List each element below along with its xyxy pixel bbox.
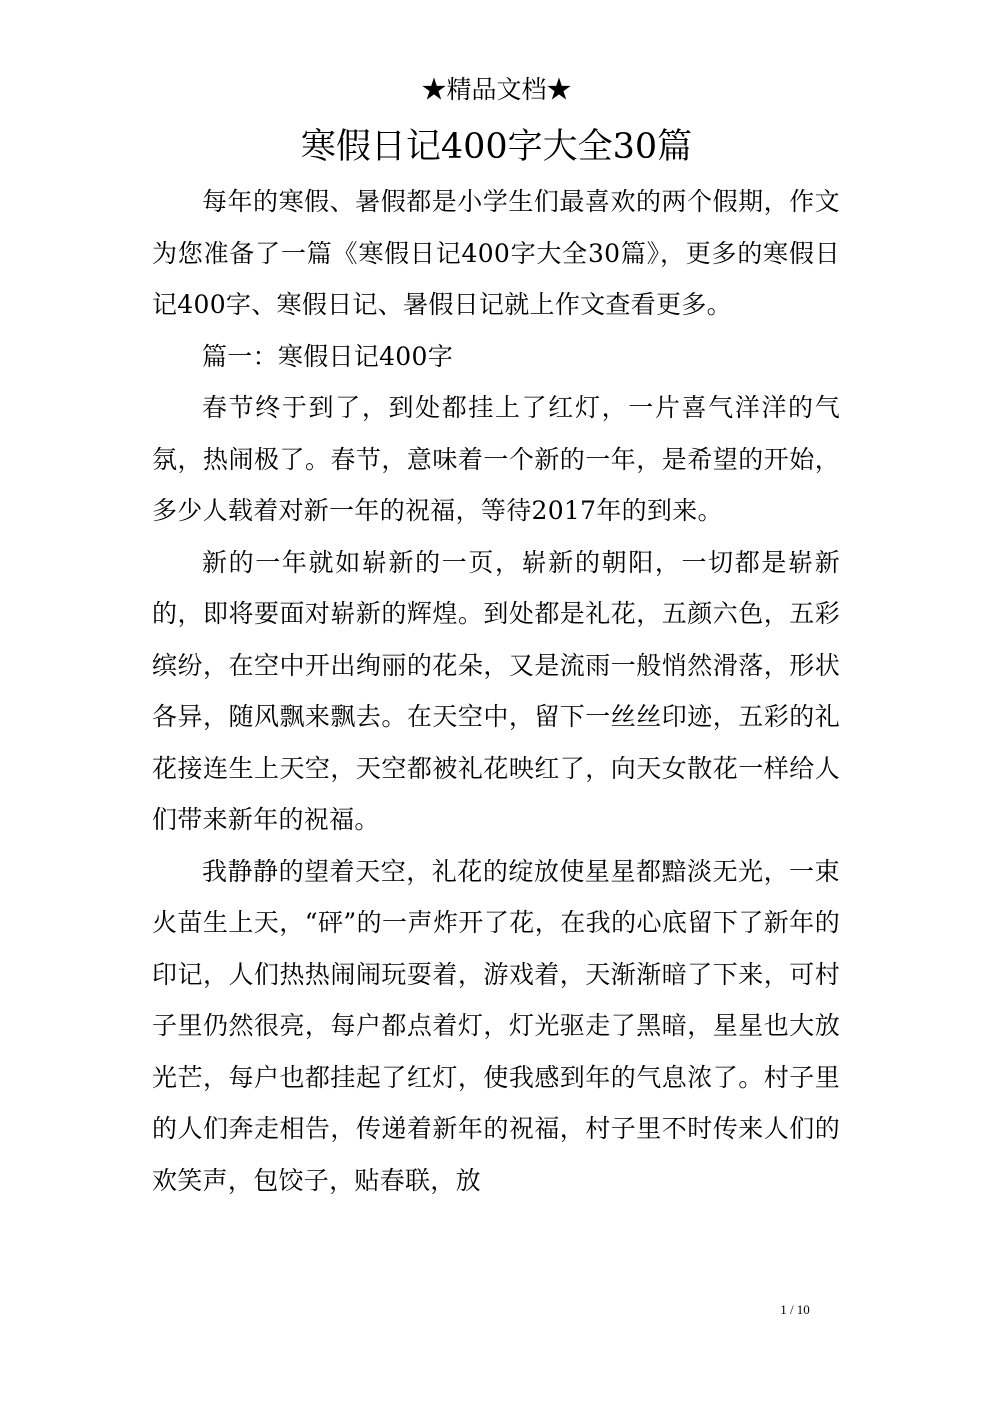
header-quality-mark: ★精品文档★ [421,75,572,104]
paragraph-body: 新的一年就如崭新的一页，崭新的朝阳，一切都是崭新的，即将要面对崭新的辉煌。到处都是礼花，五颜六色，五彩缤纷，在空中开出绚丽的花朵，又是流雨一般悄然滑落，形状各异，随风飘来飘去。在天空中，留下一丝丝印迹，五彩的礼花接连生上天空，天空都被礼花映红了，向天女散花一样给人们带来新年的祝福。 [152,547,840,834]
paragraph-intro: 每年的寒假、暑假都是小学生们最喜欢的两个假期，作文为您准备了一篇《寒假日记400字大全30篇》，更多的寒假日记400字、寒假日记、暑假日记就上作文查看更多。 [152,187,840,319]
paragraph-section-heading: 篇一：寒假日记400字 [202,341,454,371]
paragraph-body: 春节终于到了，到处都挂上了红灯，一片喜气洋洋的气氛，热闹极了。春节，意味着一个新的一年，是希望的开始，多少人载着对新一年的祝福，等待2017年的到来。 [152,393,840,525]
page-number: 1 / 10 [780,1302,810,1317]
paragraph-body: 我静静的望着天空，礼花的绽放使星星都黯淡无光，一束火苗生上天，“砰”的一声炸开了花，在我的心底留下了新年的印记，人们热热闹闹玩耍着，游戏着，天渐渐暗了下来，可村子里仍然很亮，每户都点着灯，灯光驱走了黑暗，星星也大放光芒，每户也都挂起了红灯，使我感到年的气息浓了。村子里的人们奔走相告，传递着新年的祝福，村子里不时传来人们的欢笑声，包饺子，贴春联，放 [152,856,840,1195]
document-title: 寒假日记400字大全30篇 [300,127,693,167]
document-body [152,176,840,1206]
